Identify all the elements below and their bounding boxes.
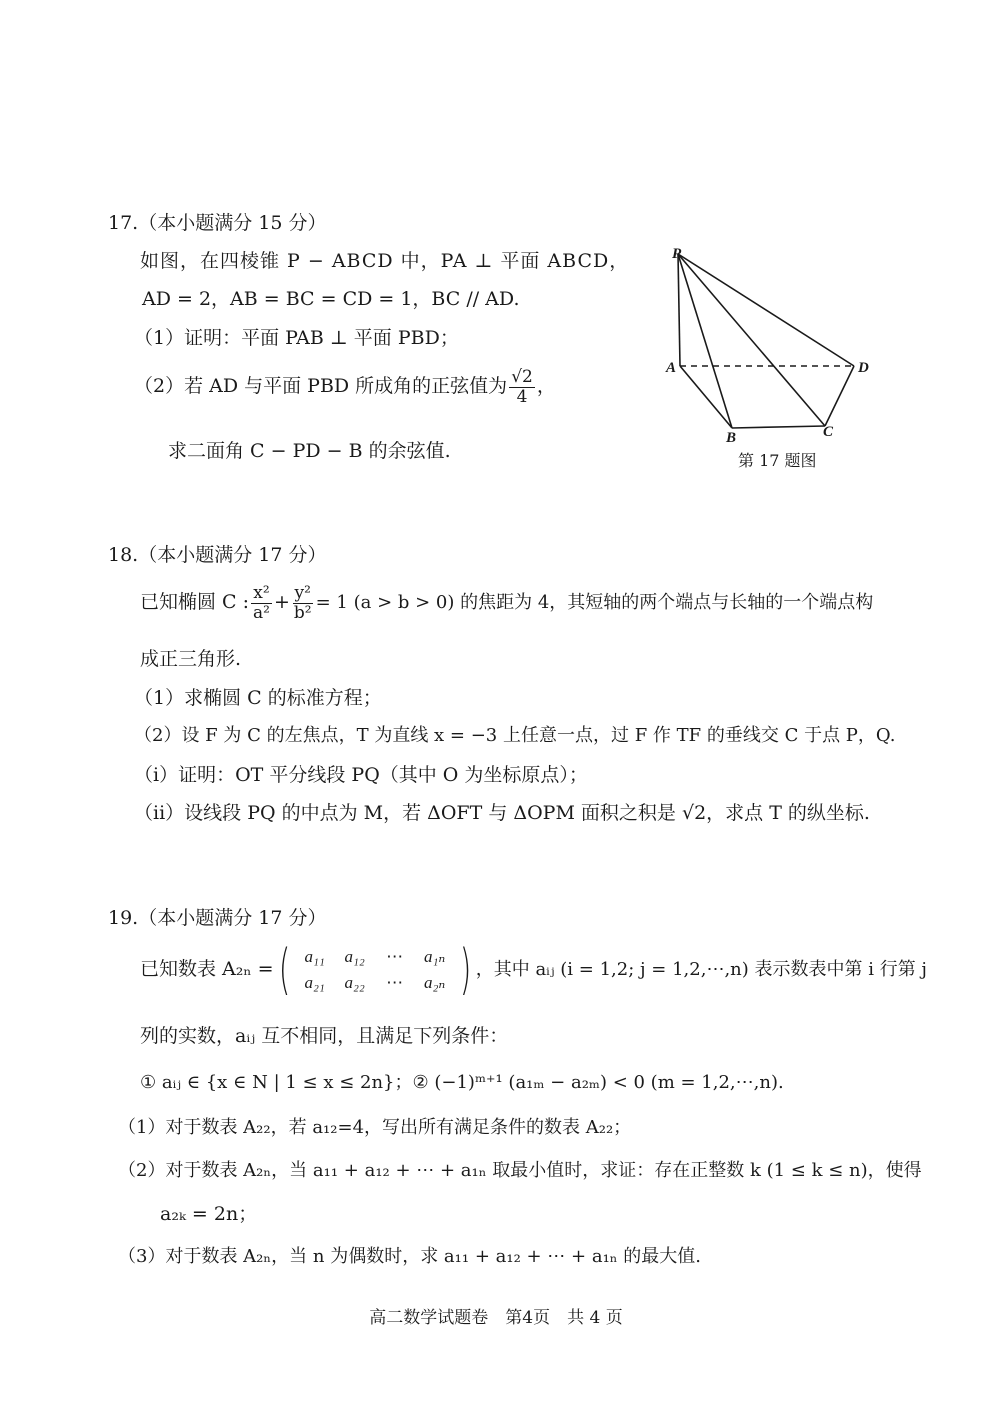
q19-line1 <box>140 938 928 1001</box>
q18-part-ii: （ii）设线段 PQ 的中点为 M，若 ΔOFT 与 ΔOPM 面积之积是 √2，求点 T 的纵坐标. <box>134 802 870 824</box>
q18-line2: 成正三角形. <box>140 648 242 670</box>
q18-fraction-x-den: a² <box>253 602 270 623</box>
label-D: D <box>858 360 869 376</box>
q19-conditions: ① aᵢⱼ ∈ {x ∈ N | 1 ≤ x ≤ 2n}；② (−1)ᵐ⁺¹ (a₁ₘ − a₂ₘ) < 0 (m = 1,2,⋯,n). <box>140 1072 784 1093</box>
q19-matrix <box>274 938 476 1001</box>
edge-CD <box>825 366 854 426</box>
q17-part2 <box>134 368 556 406</box>
q19-part3: （3）对于数表 A₂ₙ，当 n 为偶数时，求 a₁₁ + a₁₂ + ⋯ + a₁ₙ 的最大值. <box>118 1246 702 1267</box>
q18-plus: + <box>273 591 290 614</box>
label-C: C <box>823 424 834 440</box>
q18-line1-rest: = 1 (a > b > 0) 的焦距为 4，其短轴的两个端点与长轴的一个端点构 <box>315 592 874 614</box>
q19-header: 19.（本小题满分 17 分） <box>108 907 327 929</box>
q17-part2-line2: 求二面角 C − PD − B 的余弦值. <box>168 440 451 462</box>
q19-part2-line2: a₂ₖ = 2n； <box>160 1203 258 1225</box>
q19-part1: （1）对于数表 A₂₂，若 a₁₂=4，写出所有满足条件的数表 A₂₂； <box>118 1117 632 1138</box>
q18-line1 <box>140 584 873 622</box>
q19-matrix-grid <box>295 947 455 994</box>
label-P: P <box>672 246 682 262</box>
matrix-cell: ⋯ <box>386 973 404 993</box>
q18-part2: （2）设 F 为 C 的左焦点，T 为直线 x = −3 上任意一点，过 F 作 TF 的垂线交 C 于点 P，Q. <box>134 725 896 746</box>
q19-line1-text: 已知数表 A₂ₙ = <box>140 958 274 980</box>
q17-sine-denominator: 4 <box>516 386 528 407</box>
matrix-cell: a₁ₙ <box>423 946 446 966</box>
edge-PA <box>678 254 680 366</box>
q19-line2: 列的实数，aᵢⱼ 互不相同，且满足下列条件： <box>140 1025 509 1047</box>
edge-PC <box>678 254 825 426</box>
q19-part2: （2）对于数表 A₂ₙ，当 a₁₁ + a₁₂ + ⋯ + a₁ₙ 取最小值时，求证：存在正整数 k (1 ≤ k ≤ n)，使得 <box>118 1160 922 1181</box>
q18-fraction-y <box>292 584 314 622</box>
edge-BC <box>732 426 825 428</box>
q17-line2: AD = 2，AB = BC = CD = 1，BC // AD. <box>142 288 520 310</box>
q18-part1: （1）求椭圆 C 的标准方程； <box>134 687 382 709</box>
edge-PD <box>678 254 854 366</box>
page-footer: 高二数学试题卷 第4页 共 4 页 <box>369 1308 623 1328</box>
q19-matrix-right-paren: ) <box>459 938 471 1001</box>
edge-AB <box>680 366 732 428</box>
q17-header: 17.（本小题满分 15 分） <box>108 212 327 234</box>
matrix-cell: a₂₁ <box>304 973 325 992</box>
matrix-cell: a₁₁ <box>304 946 325 966</box>
q18-part-i: （i）证明：OT 平分线段 PQ（其中 O 为坐标原点）； <box>134 764 588 786</box>
q18-fraction-x <box>251 584 272 622</box>
q17-figure-caption: 第 17 题图 <box>738 451 817 470</box>
q18-header: 18.（本小题满分 17 分） <box>108 544 327 566</box>
edge-PB <box>678 254 732 428</box>
q18-fraction-y-den: b² <box>293 602 312 623</box>
q17-sine-fraction <box>509 368 535 406</box>
q19-line1-rest: ，其中 aᵢⱼ (i = 1,2; j = 1,2,⋯,n) 表示数表中第 i 行第 j <box>475 959 928 980</box>
q17-part2-comma: ， <box>536 375 556 398</box>
q17-part1: （1）证明：平面 PAB ⊥ 平面 PBD； <box>134 327 459 349</box>
matrix-cell: a₂ₙ <box>423 973 446 992</box>
q17-figure-pyramid <box>660 238 890 478</box>
matrix-cell: a₂₂ <box>344 973 365 992</box>
q17-line1: 如图，在四棱锥 P − ABCD 中，PA ⊥ 平面 ABCD， <box>140 250 630 272</box>
label-B: B <box>726 430 737 446</box>
q17-part2-text: （2）若 AD 与平面 PBD 所成角的正弦值为 <box>134 375 508 398</box>
q18-fraction-x-num: x² <box>253 583 270 603</box>
label-A: A <box>666 360 677 376</box>
q19-matrix-left-paren: ( <box>278 938 290 1001</box>
q18-fraction-y-num: y² <box>294 583 311 603</box>
matrix-cell: a₁₂ <box>344 946 365 966</box>
q17-sine-numerator: √2 <box>511 367 533 387</box>
q18-line1-text: 已知椭圆 C : <box>140 591 250 614</box>
matrix-cell: ⋯ <box>386 946 404 967</box>
